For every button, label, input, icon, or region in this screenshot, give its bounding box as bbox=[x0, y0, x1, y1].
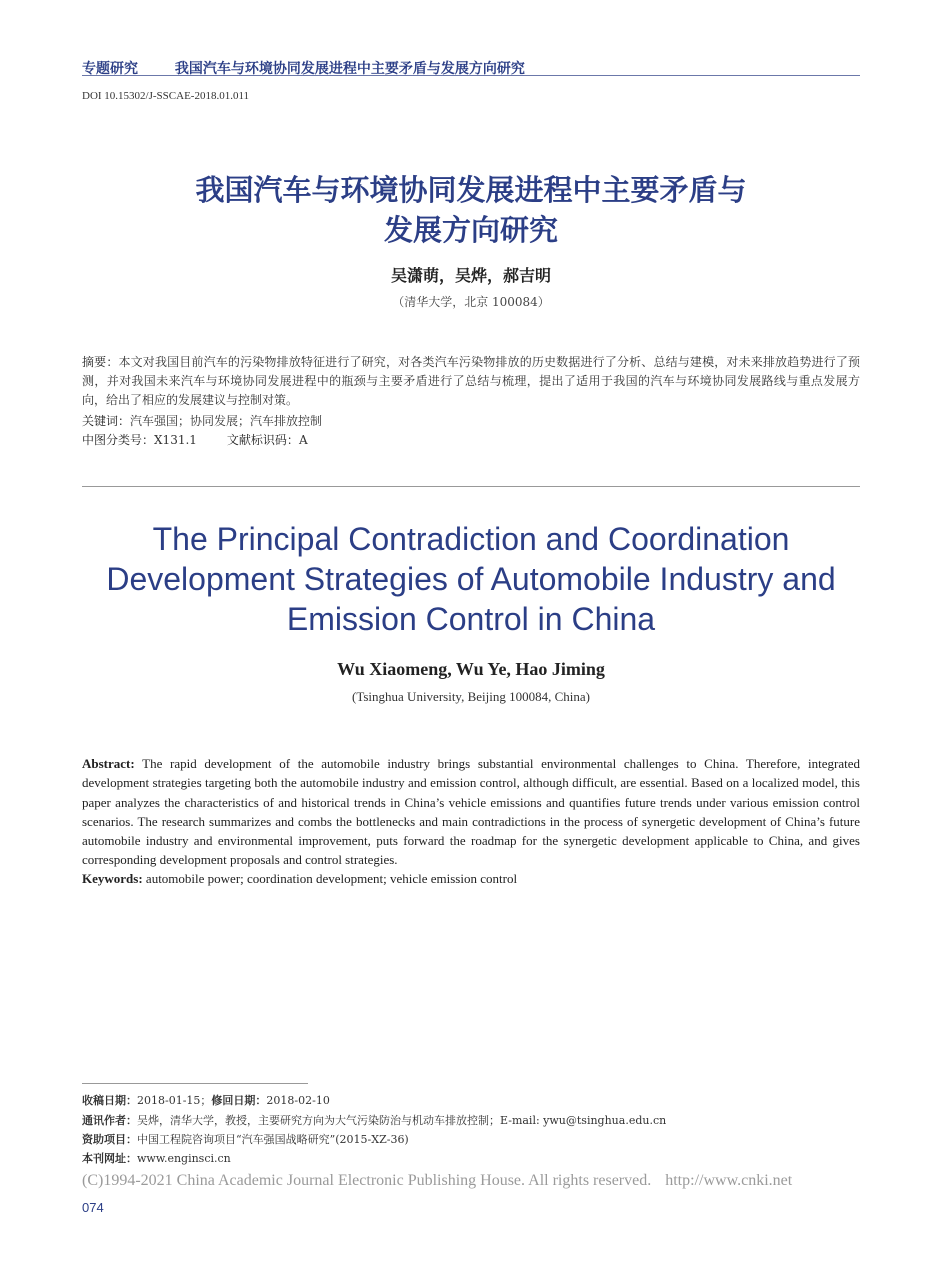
doc-code-label: 文献标识码： bbox=[226, 433, 299, 447]
footnote-dates bbox=[82, 1092, 330, 1108]
clc-label: 中图分类号： bbox=[82, 433, 155, 447]
copyright-watermark bbox=[82, 1172, 842, 1190]
title-chinese bbox=[82, 170, 860, 250]
affiliation-chinese: （清华大学，北京 100084） bbox=[392, 295, 550, 309]
keywords-chinese bbox=[82, 412, 322, 429]
revised-label: 修回日期： bbox=[211, 1094, 267, 1107]
title-chinese-line-1: 我国汽车与环境协同发展进程中主要矛盾与 bbox=[195, 173, 747, 207]
received-value: 2018-01-15； bbox=[137, 1094, 212, 1107]
title-english-line-3: Emission Control in China bbox=[286, 601, 656, 637]
section-label: 专题研究 bbox=[82, 61, 138, 77]
title-english-line-1: The Principal Contradiction and Coordination bbox=[152, 521, 790, 557]
keywords-english-label: Keywords: bbox=[82, 871, 143, 886]
funding-value: 中国工程院咨询项目“汽车强国战略研究”(2015-XZ-36) bbox=[137, 1133, 409, 1146]
abstract-chinese-label: 摘要： bbox=[82, 355, 119, 369]
abstract-english bbox=[82, 754, 860, 870]
keywords-chinese-text: 汽车强国；协同发展；汽车排放控制 bbox=[130, 414, 323, 428]
keywords-chinese-label: 关键词： bbox=[82, 414, 131, 428]
title-english-line-2: Development Strategies of Automobile Industry and bbox=[106, 561, 836, 597]
authors-chinese: 吴潇萌，吴烨，郝吉明 bbox=[390, 266, 551, 285]
keywords-english-text: automobile power; coordination development; vehicle emission control bbox=[145, 871, 518, 886]
title-chinese-line-2: 发展方向研究 bbox=[383, 213, 558, 247]
affiliation-english: (Tsinghua University, Beijing 100084, China) bbox=[352, 689, 590, 704]
abstract-english-text: The rapid development of the automobile industry brings substantial environmental challenges to China. Therefore, integrated development strategies targeting both the automobile industry and emission control, although difficult, are essential. Based on a localized model, this paper analyzes the characteristics of and historical trends in China’s vehicle emissions and quantifies future trends under various emission control scenarios. The research summarizes and combs the bottlenecks and main contradictions in the process of synergetic development of China’s future automobile industry and environmental improvement, puts forward the roadmap for the synergetic development applicable to China, and gives corresponding development proposals and control strategies. bbox=[82, 756, 861, 868]
section-divider bbox=[82, 486, 860, 487]
abstract-chinese bbox=[82, 353, 860, 410]
website-label: 本刊网址： bbox=[82, 1152, 137, 1165]
footnote-corresponding bbox=[82, 1112, 666, 1128]
header-rule bbox=[82, 75, 860, 76]
abstract-english-label: Abstract: bbox=[82, 756, 135, 771]
keywords-english bbox=[82, 871, 517, 887]
website-value[interactable]: www.enginsci.cn bbox=[137, 1152, 231, 1165]
received-label: 收稿日期： bbox=[82, 1094, 137, 1107]
footnote-funding bbox=[82, 1131, 409, 1147]
doc-code-value: A bbox=[298, 433, 308, 447]
corresponding-value: 吴烨，清华大学，教授，主要研究方向为大气污染防治与机动车排放控制；E-mail: ywu@tsinghua.edu.cn bbox=[137, 1114, 667, 1127]
footnote-rule bbox=[82, 1083, 308, 1084]
abstract-chinese-text: 本文对我国目前汽车的污染物排放特征进行了研究，对各类汽车污染物排放的历史数据进行了分析、总结与建模，对未来排放趋势进行了预测，并对我国未来汽车与环境协同发展进程中的瓶颈与主要矛盾进行了总结与梳理，提出了适用于我国的汽车与环境协同发展路线与重点发展方向，给出了相应的发展建议与控制对策。 bbox=[82, 355, 860, 407]
corresponding-label: 通讯作者： bbox=[82, 1114, 137, 1127]
revised-value: 2018-02-10 bbox=[266, 1094, 330, 1107]
title-english bbox=[82, 519, 860, 639]
funding-label: 资助项目： bbox=[82, 1133, 137, 1146]
doi: DOI 10.15302/J-SSCAE-2018.01.011 bbox=[82, 90, 250, 102]
running-title: 我国汽车与环境协同发展进程中主要矛盾与发展方向研究 bbox=[174, 61, 525, 77]
clc-value: X131.1 bbox=[154, 433, 197, 447]
footnote-website bbox=[82, 1150, 231, 1166]
cnki-url[interactable]: http://www.cnki.net bbox=[665, 1172, 793, 1189]
classification-chinese bbox=[82, 431, 308, 448]
page-number: 074 bbox=[82, 1200, 104, 1215]
copyright-text: (C)1994-2021 China Academic Journal Electronic Publishing House. All rights reserved. bbox=[82, 1172, 652, 1189]
authors-english: Wu Xiaomeng, Wu Ye, Hao Jiming bbox=[337, 659, 605, 679]
